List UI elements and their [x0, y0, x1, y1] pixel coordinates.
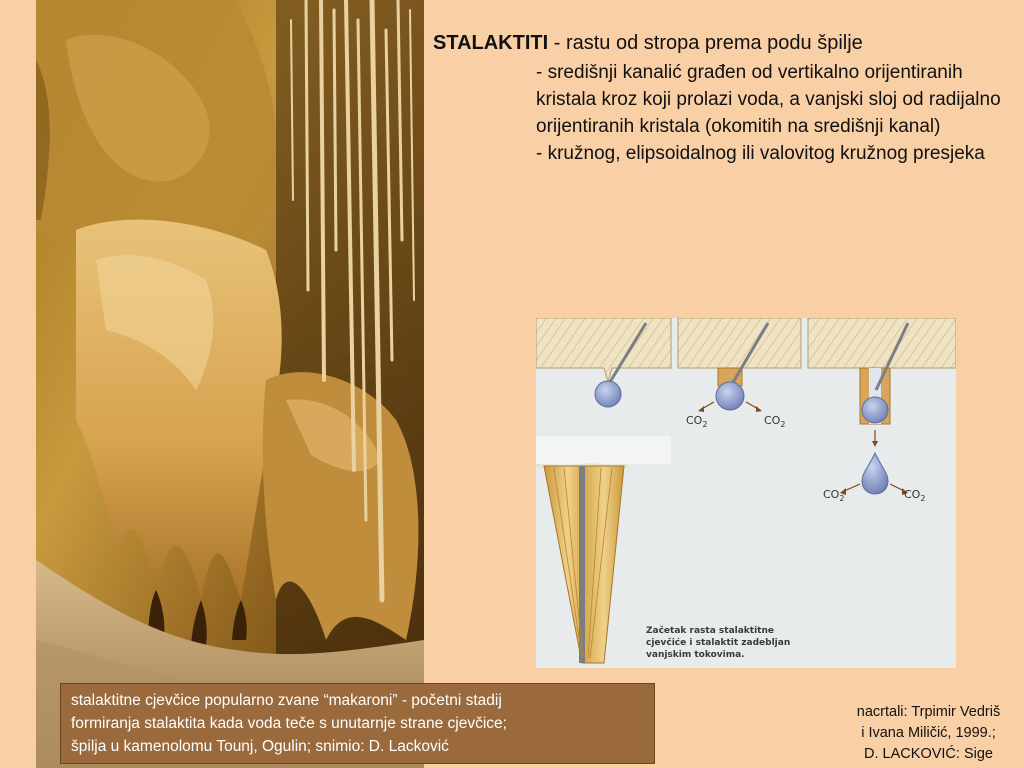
- page-title: [433, 30, 1013, 57]
- panel-straw-forming: [678, 318, 801, 429]
- co2-label: CO: [823, 488, 840, 501]
- co2-label: CO: [764, 414, 781, 427]
- bullet-central-channel: - središnji kanalić građen od vertikalno orijentiranih kristala kroz koji prolazi voda, a vanjski sloj od radijalno orijentiranih kristala (okomitih na središnji kanal): [536, 62, 1001, 137]
- co2-label: CO: [904, 488, 921, 501]
- photo-caption-line-2: formiranja stalaktita kada voda teče s unutarnje strane cjevčice;: [71, 715, 507, 732]
- svg-text:CO2: [764, 414, 785, 429]
- co2-sub: 2: [920, 494, 926, 503]
- cave-stalactite-photo: [36, 0, 424, 768]
- title-bold: STALAKTITI: [433, 32, 549, 54]
- bullet-cross-section: - kružnog, elipsoidalnog ili valovitog kružnog presjeka: [536, 143, 985, 164]
- credit-line-1: nacrtali: Trpimir Vedriš: [856, 704, 1001, 720]
- svg-text:CO2: [904, 488, 925, 503]
- credits: [836, 702, 1021, 765]
- co2-sub: 2: [780, 420, 786, 429]
- panel-drop-falling: [808, 318, 956, 503]
- title-rest: - rastu od stropa prema podu špilje: [548, 32, 863, 54]
- co2-sub: 2: [839, 494, 845, 503]
- diagram-caption-line-2: cjevčiće i stalaktit zadebljan: [646, 638, 791, 648]
- panel-initial-drop: [536, 318, 671, 407]
- diagram-caption-line-1: Začetak rasta stalaktitne: [646, 626, 774, 636]
- photo-caption-line-1: stalaktitne cjevčice popularno zvane “makaroni” - početni stadij: [71, 692, 502, 709]
- photo-caption-line-3: špilja u kamenolomu Tounj, Ogulin; snimio: D. Lacković: [71, 738, 449, 755]
- credit-line-2: i Ivana Miličić, 1999.;: [861, 725, 996, 741]
- svg-text:CO2: [823, 488, 844, 503]
- title-block: [433, 30, 1013, 167]
- diagram-caption-line-3: vanjskim tokovima.: [646, 650, 745, 660]
- stalactite-growth-diagram: [536, 318, 956, 668]
- co2-sub: 2: [702, 420, 708, 429]
- co2-label: CO: [686, 414, 703, 427]
- svg-text:CO2: [686, 414, 707, 429]
- photo-caption-box: [60, 683, 655, 764]
- credit-line-3: D. LACKOVIĆ: Sige: [864, 746, 993, 762]
